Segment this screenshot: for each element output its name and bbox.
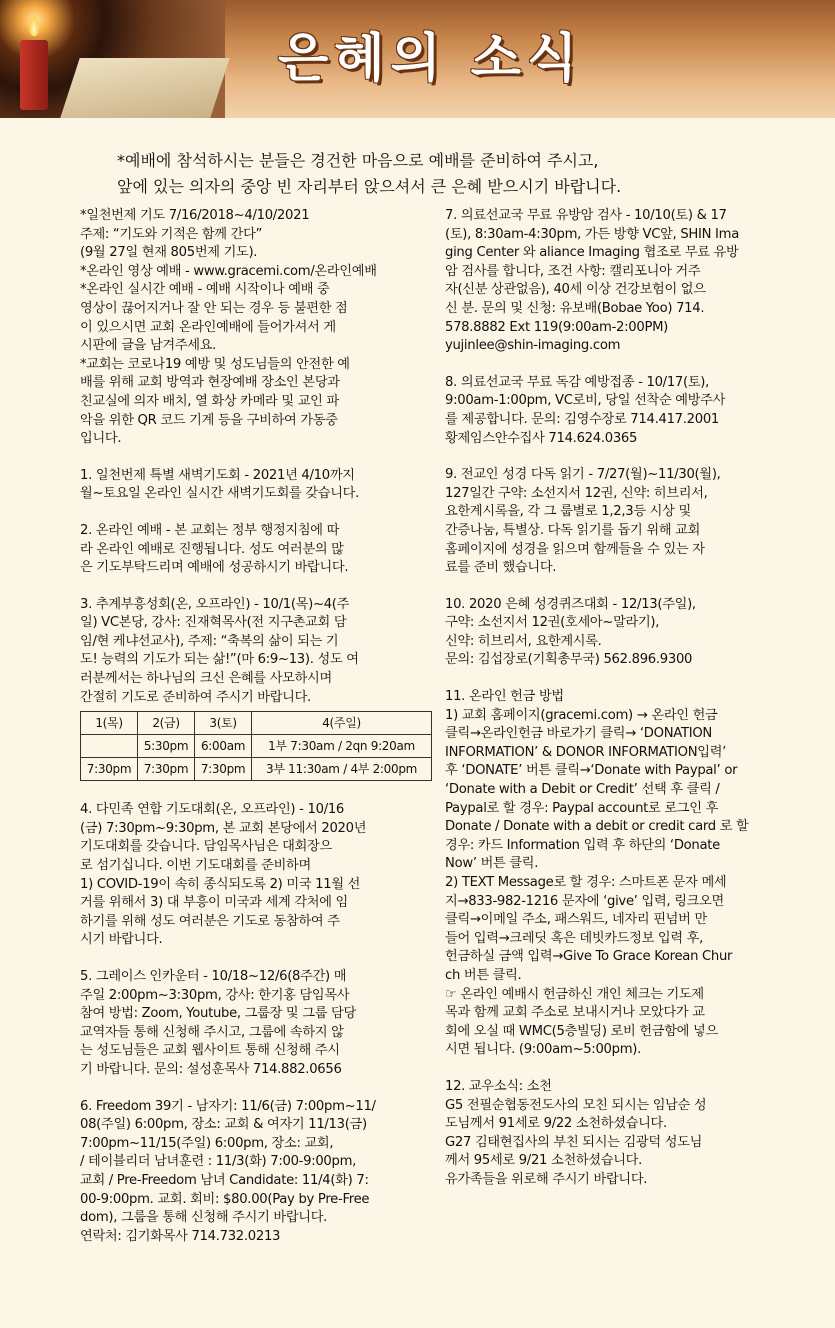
text-line: 6. Freedom 39기 - 남자기: 11/6(금) 7:00pm~11/	[80, 1098, 376, 1114]
text-line: 00-9:00pm. 교회. 회비: $80.00(Pay by Pre-Free	[80, 1191, 370, 1207]
text-line: 4. 다민족 연합 기도대회(온, 오프라인) - 10/16	[80, 802, 345, 818]
text-line: 127일간 구약: 소선지서 12권, 신약: 히브리서,	[445, 485, 708, 501]
text-line: 하기를 위해 성도 여러분은 기도로 동참하여 주	[80, 913, 340, 929]
text-line: ‘Donate with a Debit or Credit’ 선택 후 클릭 /	[445, 782, 720, 798]
text-line: 라 온라인 예배로 진행됩니다. 성도 여러분의 많	[80, 541, 344, 557]
text-line: (9월 27일 현재 805번제 기도).	[80, 245, 258, 261]
notice-item-3	[80, 596, 432, 708]
text-line: 암 검사를 합니다, 조건 사항: 캘리포니아 거주	[445, 263, 701, 279]
text-line: 578.8882 Ext 119(9:00am-2:00PM)	[445, 319, 669, 335]
text-line: 도! 능력의 기도가 되는 삶!”(마 6:9~13). 성도 여	[80, 652, 359, 668]
table-cell: 7:30pm	[195, 758, 252, 781]
candle-bible-photo	[0, 0, 225, 118]
table-cell: 1부 7:30am / 2qn 9:20am	[252, 735, 432, 758]
text-line: 시기 바랍니다.	[80, 932, 163, 948]
text-line: 기 바랍니다. 문의: 설성훈목사 714.882.0656	[80, 1061, 342, 1077]
text-line: 를 제공합니다. 문의: 김영수장로 714.417.2001	[445, 411, 719, 427]
table-cell: 6:00am	[195, 735, 252, 758]
text-line: 1. 일천번제 특별 새벽기도회 - 2021년 4/10까지	[80, 467, 355, 483]
header-banner	[0, 0, 835, 118]
notice-item-11	[445, 688, 797, 1060]
text-line: (금) 7:30pm~9:30pm, 본 교회 본당에서 2020년	[80, 820, 367, 836]
text-line: 참여 방법: Zoom, Youtube, 그룹장 및 그룹 담당	[80, 1006, 356, 1022]
text-line: 회에 오실 때 WMC(5층빌딩) 로비 헌금함에 넣으	[445, 1023, 718, 1039]
table-cell: 7:30pm	[81, 758, 138, 781]
text-line: 11. 온라인 헌금 방법	[445, 689, 564, 705]
text-line: 1) COVID-19이 속히 종식되도록 2) 미국 11월 선	[80, 876, 361, 892]
revival-schedule-table	[80, 711, 432, 781]
text-line: 목과 함께 교회 주소로 보내시거나 모았다가 교	[445, 1005, 705, 1021]
text-line: 문의: 김섭장로(기획총무국) 562.896.9300	[445, 652, 693, 668]
notice-item-8	[445, 374, 797, 448]
text-line: 시면 됩니다. (9:00am~5:00pm).	[445, 1042, 641, 1058]
text-line: 영상이 끊어지거나 잘 안 되는 경우 등 불편한 점	[80, 300, 348, 316]
text-line: 클릭→이메일 주소, 패스워드, 네자리 핀넘버 만	[445, 912, 707, 928]
text-line: 지→833-982-1216 문자에 ‘give’ 입력, 링크오면	[445, 893, 724, 909]
text-line: 연락처: 김기화목사 714.732.0213	[80, 1228, 281, 1244]
intro-line: 앞에 있는 의자의 중앙 빈 자리부터 앉으셔서 큰 은혜 받으시기 바랍니다.	[117, 177, 622, 196]
text-line: 주일 2:00pm~3:30pm, 강사: 한기홍 담임목사	[80, 987, 350, 1003]
text-line: *온라인 실시간 예배 - 예배 시작이나 예배 중	[80, 282, 330, 298]
text-line: 일) VC본당, 강사: 진재혁목사(전 지구촌교회 담	[80, 615, 347, 631]
text-line: 들어 입력→크레딧 혹은 데빗카드정보 입력 후,	[445, 930, 704, 946]
text-line: 주제: “기도와 기적은 함께 간다”	[80, 226, 263, 242]
table-row	[81, 735, 432, 758]
notice-item-5	[80, 968, 432, 1080]
text-line: ging Center 와 aliance Imaging 협조로 무료 유방	[445, 245, 739, 261]
notice-item-1	[80, 467, 432, 504]
text-line: 친교실에 의자 배치, 열 화상 카메라 및 교인 파	[80, 393, 339, 409]
text-line: 8. 의료선교국 무료 독감 예방접종 - 10/17(토),	[445, 374, 710, 390]
notice-item-10	[445, 596, 797, 670]
text-line: *온라인 영상 예배 - www.gracemi.com/온라인예배	[80, 263, 377, 279]
top-notes	[80, 207, 432, 449]
text-line: 7:00pm~11/15(주일) 6:00pm, 장소: 교회,	[80, 1135, 334, 1151]
right-column	[445, 207, 797, 1190]
email-link[interactable]: yujinlee@shin-imaging.com	[445, 338, 621, 354]
text-line: 7. 의료선교국 무료 유방암 검사 - 10/10(토) & 17	[445, 208, 727, 223]
text-line: 클릭→온라인헌금 바로가기 클릭→ ‘DONATION	[445, 726, 712, 742]
text-line: 신약: 히브리서, 요한계시록.	[445, 633, 602, 649]
text-line: 악을 위한 QR 코드 기계 등을 구비하여 가동중	[80, 412, 338, 428]
text-line: 러분께서는 하나님의 크신 은혜를 사모하시며	[80, 671, 332, 687]
text-line: 구약: 소선지서 12권(호세아~말라기),	[445, 615, 660, 631]
page-title: 은혜의 소식	[278, 28, 584, 89]
flame-icon	[28, 12, 40, 36]
text-line: 료를 준비 했습니다.	[445, 560, 557, 576]
table-header-cell: 1(목)	[81, 712, 138, 735]
text-line: 도님께서 91세로 9/22 소천하셨습니다.	[445, 1116, 667, 1132]
text-line: 후 ‘DONATE’ 버튼 클릭→‘Donate with Paypal’ or	[445, 763, 738, 779]
intro-notice	[117, 148, 757, 200]
text-line: 5. 그레이스 인카운터 - 10/18~12/6(8주간) 매	[80, 969, 347, 984]
text-line: 간증나눔, 특별상. 다독 읽기를 돕기 위해 교회	[445, 522, 701, 538]
table-row	[81, 758, 432, 781]
text-line: 거를 위해서 3) 대 부흥이 미국과 세계 각처에 임	[80, 895, 348, 911]
table-cell: 3부 11:30am / 4부 2:00pm	[252, 758, 432, 781]
text-line: 월~토요일 온라인 실시간 새벽기도회를 갖습니다.	[80, 486, 359, 502]
left-column	[80, 207, 432, 1246]
text-line: 2) TEXT Message로 할 경우: 스마트폰 문자 메세	[445, 875, 727, 890]
text-line: 홈페이지에 성경을 읽으며 함께들을 수 있는 자	[445, 541, 705, 557]
notice-item-2	[80, 522, 432, 578]
table-header-cell: 4(주일)	[252, 712, 432, 735]
text-line: 는 성도님들은 교회 웹사이트 통해 신청해 주시	[80, 1043, 340, 1059]
text-line: 께서 95세로 9/21 소천하셨습니다.	[445, 1153, 642, 1169]
bible-icon	[60, 58, 229, 118]
text-line: 경우: 카드 Information 입력 후 하단의 ‘Donate	[445, 837, 720, 853]
text-line: ☞ 온라인 예배시 헌금하신 개인 체크는 기도제	[445, 986, 704, 1002]
table-header-cell: 2(금)	[138, 712, 195, 735]
text-line: (토), 8:30am-4:30pm, 가든 방향 VC앞, SHIN Ima	[445, 226, 739, 242]
text-line: 배를 위해 교회 방역과 현장예배 장소인 본당과	[80, 375, 340, 391]
text-line: 교역자들 통해 신청해 주시고, 그룹에 속하지 않	[80, 1024, 344, 1040]
text-line: 08(주일) 6:00pm, 장소: 교회 & 여자기 11/13(금)	[80, 1117, 367, 1133]
text-line: 황제임스안수집사 714.624.0365	[445, 430, 638, 446]
text-line: 10. 2020 은혜 성경퀴즈대회 - 12/13(주일),	[445, 596, 696, 612]
text-line: 이 있으시면 교회 온라인예배에 들어가셔서 게	[80, 319, 336, 335]
table-cell: 5:30pm	[138, 735, 195, 758]
text-line: G27 김태현집사의 부친 되시는 김광덕 성도님	[445, 1134, 703, 1150]
text-line: 입니다.	[80, 431, 122, 447]
notice-item-12	[445, 1078, 797, 1190]
text-line: 2. 온라인 예배 - 본 교회는 정부 행정지침에 따	[80, 522, 340, 538]
candle-icon	[20, 40, 48, 110]
text-line: 시판에 글을 남겨주세요.	[80, 338, 217, 354]
text-line: 은 기도부탁드리며 예배에 성공하시기 바랍니다.	[80, 560, 349, 576]
text-line: *교회는 코로나19 예방 및 성도님들의 안전한 예	[80, 356, 350, 372]
table-cell	[81, 735, 138, 758]
text-line: 기도대회를 갖습니다. 담임목사님은 대회장으	[80, 839, 332, 855]
text-line: 임/현 케냐선교사), 주제: “축복의 삶이 되는 기	[80, 633, 339, 649]
notice-item-6	[80, 1098, 432, 1247]
table-cell: 7:30pm	[138, 758, 195, 781]
text-line: Paypal로 할 경우: Paypal account로 로그인 후	[445, 800, 719, 816]
notice-item-9	[445, 466, 797, 578]
notice-item-7	[445, 207, 797, 356]
text-line: *일천번제 기도 7/16/2018~4/10/2021	[80, 208, 310, 223]
text-line: 요한계시록을, 각 그 룹별로 1,2,3등 시상 및	[445, 504, 691, 520]
text-line: 9. 전교인 성경 다독 읽기 - 7/27(월)~11/30(월),	[445, 467, 721, 483]
text-line: / 테이블리더 남녀훈련 : 11/3(화) 7:00-9:00pm,	[80, 1154, 357, 1170]
table-header-cell: 3(토)	[195, 712, 252, 735]
text-line: 헌금하실 금액 입력→Give To Grace Korean Chur	[445, 949, 733, 965]
text-line: Now’ 버튼 클릭.	[445, 856, 539, 872]
text-line: 간절히 기도로 준비하여 주시기 바랍니다.	[80, 689, 311, 705]
text-line: G5 전필순협동전도사의 모친 되시는 임남순 성	[445, 1097, 707, 1113]
intro-line: *예배에 참석하시는 분들은 경건한 마음으로 예배를 준비하여 주시고,	[117, 151, 599, 170]
text-line: 교회 / Pre-Freedom 남녀 Candidate: 11/4(화) 7:	[80, 1172, 369, 1188]
text-line: 9:00am-1:00pm, VC로비, 당일 선착순 예방주사	[445, 393, 726, 409]
text-line: 유가족들을 위로해 주시기 바랍니다.	[445, 1171, 648, 1187]
table-header-row	[81, 712, 432, 735]
text-line: 3. 추계부흥성회(온, 오프라인) - 10/1(목)~4(주	[80, 596, 350, 612]
text-line: INFORMATION’ & DONOR INFORMATION입력’	[445, 744, 727, 760]
notice-item-4	[80, 801, 432, 950]
text-line: Donate / Donate with a debit or credit card 로 할	[445, 819, 749, 835]
text-line: dom), 그룹을 통해 신청해 주시기 바랍니다.	[80, 1210, 328, 1226]
text-line: 로 섬기십니다. 이번 기도대회를 준비하며	[80, 858, 311, 874]
text-line: 자(신분 상관없음), 40세 이상 건강보험이 없으	[445, 282, 706, 298]
text-line: 신 분. 문의 및 신청: 유보배(Bobae Yoo) 714.	[445, 300, 705, 316]
text-line: ch 버튼 클릭.	[445, 967, 522, 983]
text-line: 12. 교우소식: 소천	[445, 1078, 552, 1094]
text-line: 1) 교회 홈페이지(gracemi.com) → 온라인 헌금	[445, 707, 718, 723]
